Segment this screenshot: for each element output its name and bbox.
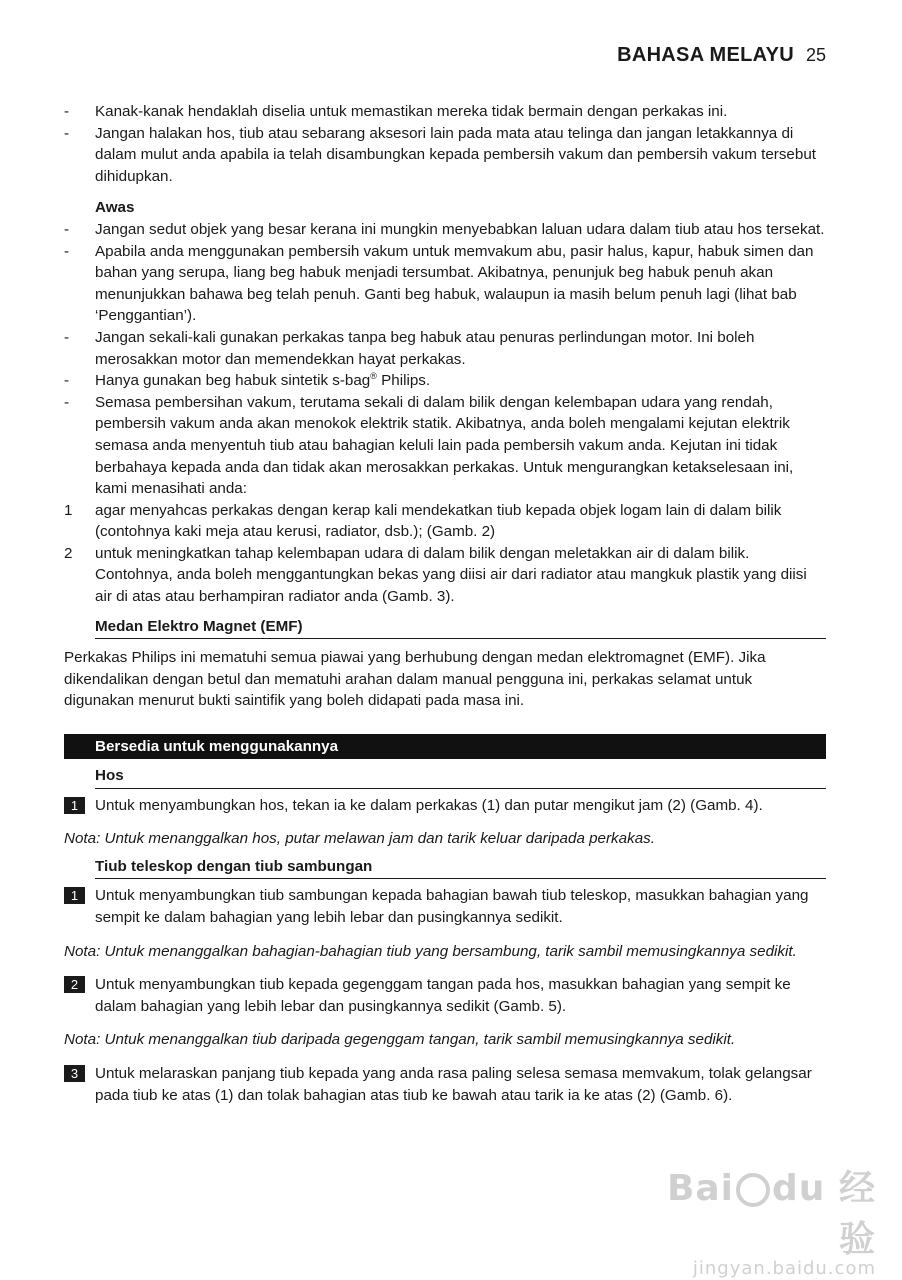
item-number: 1 [64,501,73,519]
note-text: Nota: Untuk menanggalkan tiub daripada gegenggam tangan, tarik sambil memusingkannya sedikit. [64,1031,736,1049]
list-item: - Jangan halakan hos, tiub atau sebarang aksesori lain pada mata atau telinga dan jangan letakkannya di dalam mulut anda apabila ia telah disambungkan kepada pembersih vakum dan pembersih vakum tersebut dihidupkan. [64,123,826,188]
section-bar-prepare: Bersedia untuk menggunakannya [64,734,826,759]
list-item: - Jangan sekali-kali gunakan perkakas tanpa beg habuk atau penuras perlindungan motor. Ini boleh merosakkan motor dan memendekkan hayat perkakas. [64,327,826,370]
caution-title: Awas [95,199,135,217]
caution-text: Jangan sedut objek yang besar kerana ini mungkin menyebabkan laluan udara dalam tiub atau hos tersekat. [95,220,825,238]
section-heading-tube: Tiub teleskop dengan tiub sambungan [95,856,826,880]
caution-text: Apabila anda menggunakan pembersih vakum untuk memvakum abu, pasir halus, kapur, habuk simen dan bahan yang serupa, liang beg habuk menjadi tersumbat. Akibatnya, penunjuk beg habuk penuh akan menunjukkan bahawa beg telah penuh. Ganti beg habuk, walaupun ia masih belum penuh lagi (lihat bab ‘Penggantian’). [95,242,814,325]
warning-text: Kanak-kanak hendaklah diselia untuk memastikan mereka tidak bermain dengan perkakas ini. [95,103,728,120]
section-heading-emf: Medan Elektro Magnet (EMF) [95,616,826,640]
note-text: Nota: Untuk menanggalkan bahagian-bahagian tiub yang bersambung, tarik sambil memusingkannya sedikit. [64,942,797,960]
step-number-badge: 2 [64,976,85,993]
item-number: 2 [64,544,73,562]
page-header [617,44,826,67]
numbered-item [64,500,826,543]
watermark-brand: Bai du 经验 [666,1168,876,1260]
advice-text: agar menyahcas perkakas dengan kerap kali mendekatkan tiub kepada objek logam lain di dalam bilik (contohnya kaki meja atau kerusi, radiator, dsb.); (Gamb. 2) [95,501,782,541]
list-item: - Kanak-kanak hendaklah diselia untuk memastikan mereka tidak bermain dengan perkakas ini. [64,101,826,123]
page-content [64,101,826,1106]
list-item: - Hanya gunakan beg habuk sintetik s-bag® Philips. [64,370,826,392]
step-text: Untuk menyambungkan tiub kepada gegenggam tangan pada hos, masukkan bahagian yang sempit ke dalam bahagian yang lebih lebar dan pusingkannya sedikit (Gamb. 5). [95,976,791,1015]
advice-text: untuk meningkatkan tahap kelembapan udara di dalam bilik dengan meletakkan air di dalam bilik. Contohnya, anda boleh menggantungkan bekas yang diisi air dari radiator atau mangkuk plastik yang diisi air di atas atau berhampiran radiator anda (Gamb. 3). [95,544,807,606]
step-number-badge: 1 [64,887,85,904]
section-heading-hos: Hos [95,765,826,789]
list-item: - Jangan sedut objek yang besar kerana ini mungkin menyebabkan laluan udara dalam tiub atau hos tersekat. [64,219,826,241]
warning-text: Jangan halakan hos, tiub atau sebarang aksesori lain pada mata atau telinga dan jangan letakkannya di dalam mulut anda apabila ia telah disambungkan kepada pembersih vakum dan pembersih vakum tersebut dihidupkan. [95,124,816,185]
step-number-badge: 1 [64,797,85,814]
list-item: - Semasa pembersihan vakum, terutama sekali di dalam bilik dengan kelembapan udara yang rendah, pembersih vakum anda akan menokok elektrik statik. Akibatnya, anda boleh mengalami kejutan elektrik semasa anda menyentuh tiub atau bahagian keluli lain pada pembersih vakum anda. Kejutan ini tidak berbahaya kepada anda dan tidak akan merosakkan perkakas. Untuk mengurangkan ketakselesaan ini, kami menasihati anda: [64,392,826,500]
watermark-url: jingyan.baidu.com [692,1258,876,1279]
caution-text: Semasa pembersihan vakum, terutama sekali di dalam bilik dengan kelembapan udara yang rendah, pembersih vakum anda akan menokok elektrik statik. Akibatnya, anda boleh mengalami kejutan elektrik semasa anda menyentuh tiub atau bahagian keluli lain pada pembersih vakum anda. Kejutan ini tidak berbahaya kepada anda dan tidak akan merosakkan perkakas. Untuk mengurangkan ketakselesaan ini, kami menasihati anda: [95,393,794,498]
step-item [64,885,826,928]
language-title: BAHASA MELAYU [617,44,794,66]
baidu-watermark [636,1160,876,1279]
step-number-badge: 3 [64,1065,85,1082]
step-text: Untuk menyambungkan hos, tekan ia ke dalam perkakas (1) dan putar mengikut jam (2) (Gamb. 4). [95,796,763,814]
emf-paragraph: Perkakas Philips ini mematuhi semua piawai yang berhubung dengan medan elektromagnet (EMF). Jika dikendalikan dengan betul dan mematuhi arahan dalam manual pengguna ini, perkakas selamat untuk digunakan menurut bukti saintifik yang boleh didapati pada masa ini. [64,649,766,710]
step-item [64,974,826,1017]
caution-text: Jangan sekali-kali gunakan perkakas tanpa beg habuk atau penuras perlindungan motor. Ini boleh merosakkan motor dan memendekkan hayat perkakas. [95,328,755,368]
list-item: - Apabila anda menggunakan pembersih vakum untuk memvakum abu, pasir halus, kapur, habuk simen dan bahan yang serupa, liang beg habuk menjadi tersumbat. Akibatnya, penunjuk beg habuk penuh akan menunjukkan bahawa beg telah penuh. Ganti beg habuk, walaupun ia masih belum penuh lagi (lihat bab ‘Penggantian’). [64,241,826,327]
step-item [64,795,826,817]
step-text: Untuk melaraskan panjang tiub kepada yang anda rasa paling selesa semasa memvakum, tolak gelangsar pada tiub ke atas (1) dan tolak bahagian atas tiub ke bawah atau tarik ia ke atas (2) (Gamb. 6). [95,1064,812,1104]
page-number: 25 [805,45,826,65]
registered-mark: ® [370,371,377,382]
caution-text: Hanya gunakan beg habuk sintetik s-bag® Philips. [95,371,431,390]
numbered-item [64,543,826,608]
step-item [64,1063,826,1106]
paw-icon [736,1173,770,1207]
step-text: Untuk menyambungkan tiub sambungan kepada bahagian bawah tiub teleskop, masukkan bahagian yang sempit ke dalam bahagian yang lebih lebar dan pusingkannya sedikit. [95,887,809,926]
note-text: Nota: Untuk menanggalkan hos, putar melawan jam dan tarik keluar daripada perkakas. [64,830,655,848]
